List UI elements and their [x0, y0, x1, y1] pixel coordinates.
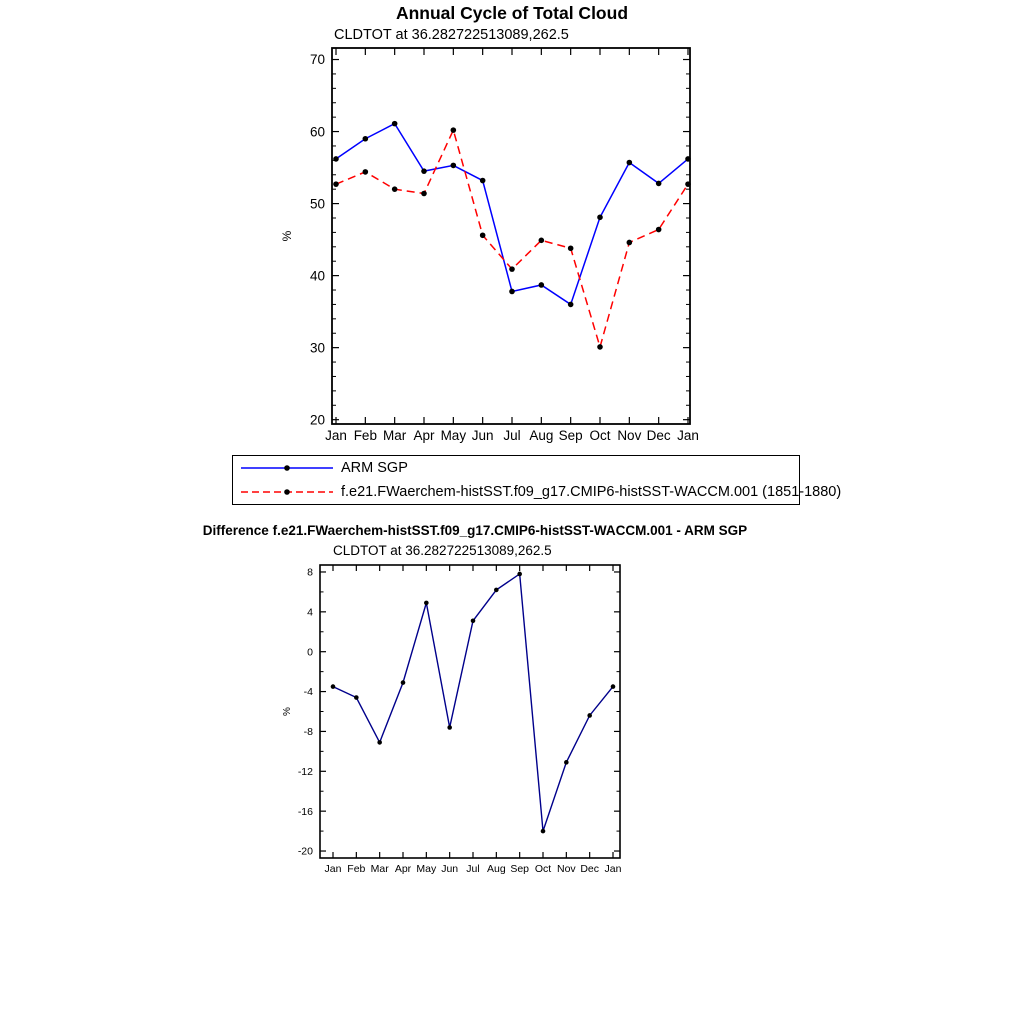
top-chart-subtitle: CLDTOT at 36.282722513089,262.5 — [334, 27, 569, 43]
x-tick-label: Nov — [556, 863, 576, 875]
legend-label: f.e21.FWaerchem-histSST.f09_g17.CMIP6-histSST-WACCM.001 (1851-1880) — [341, 484, 842, 500]
data-point-marker — [480, 232, 486, 238]
data-point-marker — [363, 169, 369, 175]
data-point-marker — [421, 168, 427, 174]
y-tick-label: -16 — [297, 805, 313, 818]
y-axis-label: % — [282, 707, 293, 716]
data-point-marker — [451, 127, 457, 133]
data-point-marker — [363, 136, 369, 142]
data-point-marker — [333, 181, 339, 187]
data-point-marker — [597, 214, 603, 220]
data-point-marker — [471, 619, 476, 624]
data-point-marker — [568, 302, 574, 308]
data-point-marker — [627, 240, 633, 246]
legend-entry-arm-sgp — [239, 456, 799, 480]
x-tick-label: Jun — [471, 428, 494, 443]
data-point-marker — [685, 156, 691, 162]
data-point-marker — [401, 680, 406, 685]
data-point-marker — [564, 760, 569, 765]
data-point-marker — [509, 266, 515, 272]
y-tick-label: 20 — [309, 412, 325, 428]
plot-frame — [320, 565, 620, 858]
x-tick-label: Oct — [589, 428, 611, 443]
data-point-marker — [539, 238, 545, 244]
y-tick-label: 4 — [307, 606, 313, 619]
x-tick-label: May — [416, 863, 437, 875]
x-tick-label: Oct — [534, 863, 552, 875]
legend-line-solid — [239, 462, 335, 474]
data-point-marker — [447, 725, 452, 730]
difference-plot — [282, 565, 622, 875]
y-axis-label: % — [280, 230, 294, 242]
legend-label: ARM SGP — [341, 460, 408, 476]
data-point-marker — [541, 829, 546, 834]
x-tick-label: Nov — [617, 428, 642, 443]
y-tick-label: 30 — [309, 340, 325, 356]
data-point-marker — [587, 713, 592, 718]
x-tick-label: May — [440, 428, 467, 443]
x-tick-label: Feb — [347, 863, 366, 875]
annual-cycle-plot — [280, 48, 699, 443]
x-tick-label: Jan — [604, 863, 622, 875]
plot-frame — [332, 48, 690, 424]
difference-chart-title: Difference f.e21.FWaerchem-histSST.f09_g17.CMIP6-histSST-WACCM.001 - ARM SGP — [202, 523, 748, 538]
y-tick-label: -12 — [297, 765, 313, 778]
legend-entry-model — [239, 480, 842, 504]
data-point-marker — [421, 191, 427, 197]
data-point-marker — [656, 181, 662, 187]
x-tick-label: Mar — [370, 863, 389, 875]
marker-dot-icon — [284, 489, 290, 495]
data-point-marker — [392, 186, 398, 192]
x-tick-label: Sep — [510, 863, 530, 875]
x-tick-label: Jul — [466, 863, 480, 875]
y-tick-label: -8 — [303, 726, 313, 739]
data-point-marker — [568, 245, 574, 251]
data-point-marker — [597, 344, 603, 350]
legend-line-dashed — [239, 486, 335, 498]
x-tick-label: Apr — [413, 428, 435, 443]
x-tick-label: Apr — [394, 863, 412, 875]
y-tick-label: -20 — [297, 845, 313, 858]
difference-chart-subtitle: CLDTOT at 36.282722513089,262.5 — [333, 543, 552, 558]
y-tick-label: 50 — [309, 196, 325, 212]
top-chart-title: Annual Cycle of Total Cloud — [395, 3, 629, 23]
y-tick-label: 70 — [309, 52, 325, 68]
series-line-0 — [333, 574, 613, 831]
y-tick-label: 8 — [307, 566, 313, 579]
data-point-marker — [509, 289, 515, 295]
data-point-marker — [627, 160, 633, 166]
x-tick-label: Dec — [580, 863, 600, 875]
data-point-marker — [685, 181, 691, 187]
x-tick-label: Aug — [486, 863, 506, 875]
x-tick-label: Mar — [383, 428, 407, 443]
data-point-marker — [331, 684, 336, 689]
x-tick-label: Feb — [353, 428, 377, 443]
y-tick-label: -4 — [303, 686, 313, 699]
data-point-marker — [611, 684, 616, 689]
data-point-marker — [480, 178, 486, 184]
series-line-1 — [336, 130, 688, 347]
series-line-0 — [336, 124, 688, 305]
y-tick-label: 60 — [309, 124, 325, 140]
x-tick-label: Jan — [325, 428, 347, 443]
data-point-marker — [354, 695, 359, 700]
data-point-marker — [656, 227, 662, 233]
y-tick-label: 0 — [307, 646, 313, 659]
x-tick-label: Sep — [558, 428, 583, 443]
data-point-marker — [517, 572, 522, 577]
marker-dot-icon — [284, 465, 290, 471]
x-tick-label: Jan — [677, 428, 699, 443]
data-point-marker — [494, 588, 499, 593]
data-point-marker — [392, 121, 398, 127]
y-tick-label: 40 — [309, 268, 325, 284]
x-tick-label: Aug — [529, 428, 554, 443]
x-tick-label: Jun — [441, 863, 459, 875]
x-tick-label: Jan — [324, 863, 342, 875]
data-point-marker — [333, 156, 339, 162]
data-point-marker — [377, 740, 382, 745]
data-point-marker — [451, 163, 457, 169]
data-point-marker — [424, 601, 429, 606]
chart-legend — [232, 455, 842, 505]
x-tick-label: Jul — [503, 428, 521, 443]
x-tick-label: Dec — [646, 428, 671, 443]
data-point-marker — [539, 282, 545, 288]
